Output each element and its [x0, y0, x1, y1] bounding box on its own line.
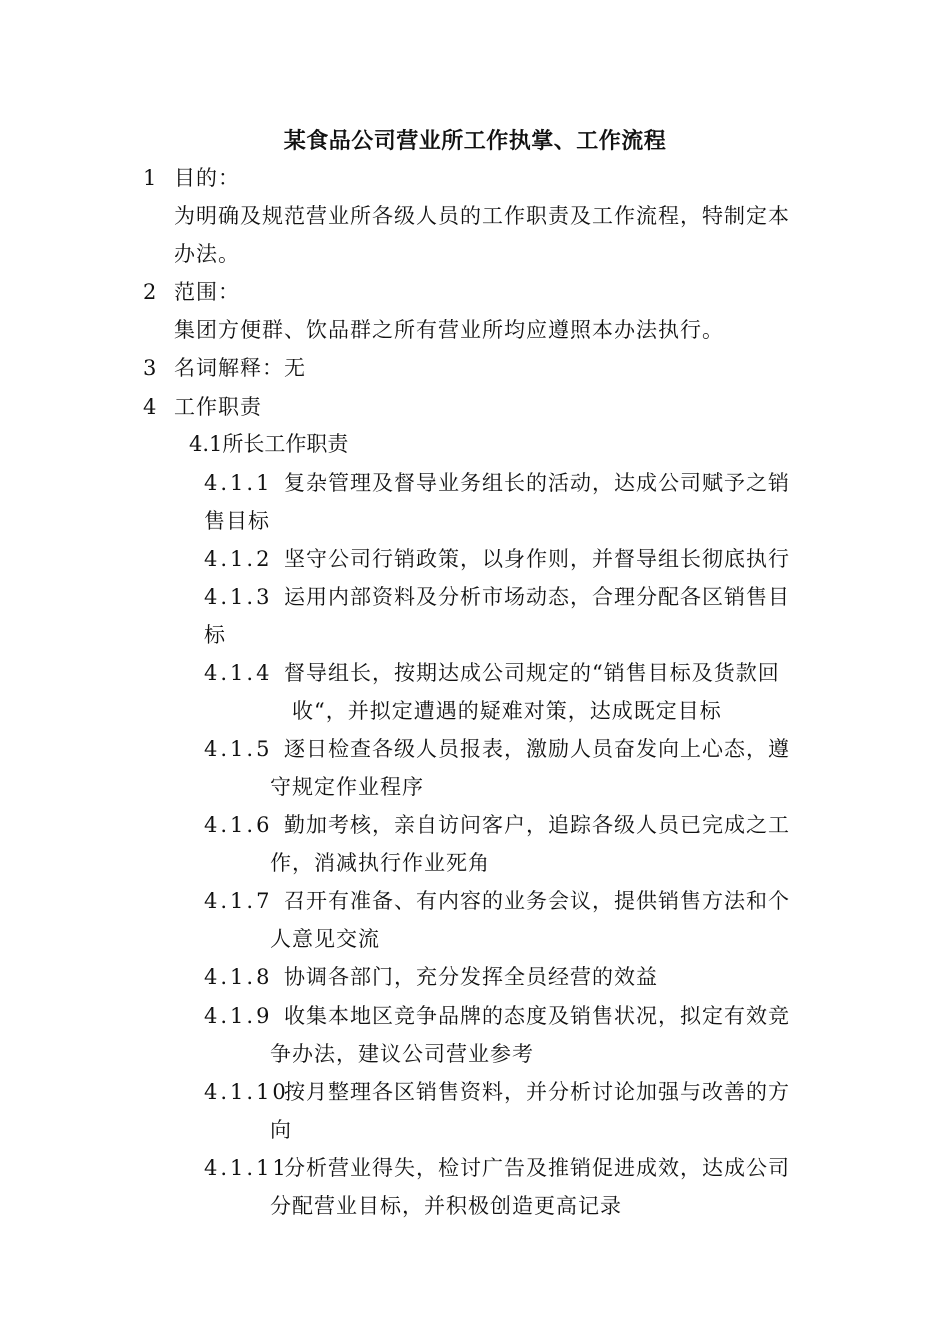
item-4-1-9-text-line-1: 收集本地区竞争品牌的态度及销售状况，拟定有效竞 [284, 1004, 790, 1028]
section-2-number: 2 [143, 280, 157, 304]
item-4-1-7-number: 4.1.7 [204, 889, 273, 913]
section-1-heading: 目的： [174, 166, 240, 190]
item-4-1-1-number: 4.1.1 [204, 471, 273, 495]
document-title: 某食品公司营业所工作执掌、工作流程 [283, 128, 667, 154]
item-4-1-7-text-line-1: 召开有准备、有内容的业务会议，提供销售方法和个 [284, 889, 790, 913]
section-4-heading: 工作职责 [174, 395, 262, 419]
section-4-number: 4 [143, 395, 157, 419]
section-2-body-line-1: 集团方便群、饮品群之所有营业所均应遵照本办法执行。 [174, 318, 724, 342]
item-4-1-6-text-line-1: 勤加考核，亲自访问客户，追踪各级人员已完成之工 [284, 813, 790, 837]
item-4-1-3-number: 4.1.3 [204, 585, 273, 609]
item-4-1-5-text-line-1: 逐日检查各级人员报表，激励人员奋发向上心态，遵 [284, 737, 790, 761]
subsection-4-1-heading: 4.1所长工作职责 [189, 432, 349, 456]
item-4-1-10-text-line-1: 按月整理各区销售资料，并分析讨论加强与改善的方 [284, 1080, 790, 1104]
item-4-1-2-text-line-1: 坚守公司行销政策，以身作则，并督导组长彻底执行 [284, 547, 790, 571]
item-4-1-9-text-line-2: 争办法，建议公司营业参考 [270, 1042, 534, 1066]
item-4-1-11-text-line-2: 分配营业目标，并积极创造更高记录 [270, 1194, 622, 1218]
item-4-1-4-number: 4.1.4 [204, 661, 273, 685]
item-4-1-10-number: 4.1.10 [204, 1080, 289, 1104]
item-4-1-5-text-line-2: 守规定作业程序 [270, 775, 424, 799]
section-1-body-line-1: 为明确及规范营业所各级人员的工作职责及工作流程，特制定本 [174, 204, 790, 228]
item-4-1-1-text-line-1: 复杂管理及督导业务组长的活动，达成公司赋予之销 [284, 471, 790, 495]
item-4-1-10-text-line-2: 向 [270, 1118, 292, 1142]
section-1-body-line-2: 办法。 [174, 242, 240, 266]
item-4-1-8-number: 4.1.8 [204, 965, 273, 989]
item-4-1-3-text-line-2: 标 [204, 623, 226, 647]
item-4-1-11-text-line-1: 分析营业得失，检讨广告及推销促进成效，达成公司 [284, 1156, 790, 1180]
item-4-1-4-text-line-1: 督导组长，按期达成公司规定的“销售目标及货款回 [284, 661, 780, 685]
section-1-number: 1 [143, 166, 157, 190]
item-4-1-1-text-line-2: 售目标 [204, 509, 270, 533]
item-4-1-2-number: 4.1.2 [204, 547, 273, 571]
item-4-1-5-number: 4.1.5 [204, 737, 273, 761]
item-4-1-4-text-line-2: 收“，并拟定遭遇的疑难对策，达成既定目标 [292, 699, 722, 723]
item-4-1-8-text-line-1: 协调各部门，充分发挥全员经营的效益 [284, 965, 658, 989]
item-4-1-11-number: 4.1.11 [204, 1156, 289, 1180]
item-4-1-3-text-line-1: 运用内部资料及分析市场动态，合理分配各区销售目 [284, 585, 790, 609]
section-3-number: 3 [143, 356, 157, 380]
item-4-1-6-text-line-2: 作，消减执行作业死角 [270, 851, 490, 875]
item-4-1-6-number: 4.1.6 [204, 813, 273, 837]
item-4-1-9-number: 4.1.9 [204, 1004, 273, 1028]
section-2-heading: 范围： [174, 280, 240, 304]
section-3-heading: 名词解释：无 [174, 356, 306, 380]
item-4-1-7-text-line-2: 人意见交流 [270, 927, 380, 951]
